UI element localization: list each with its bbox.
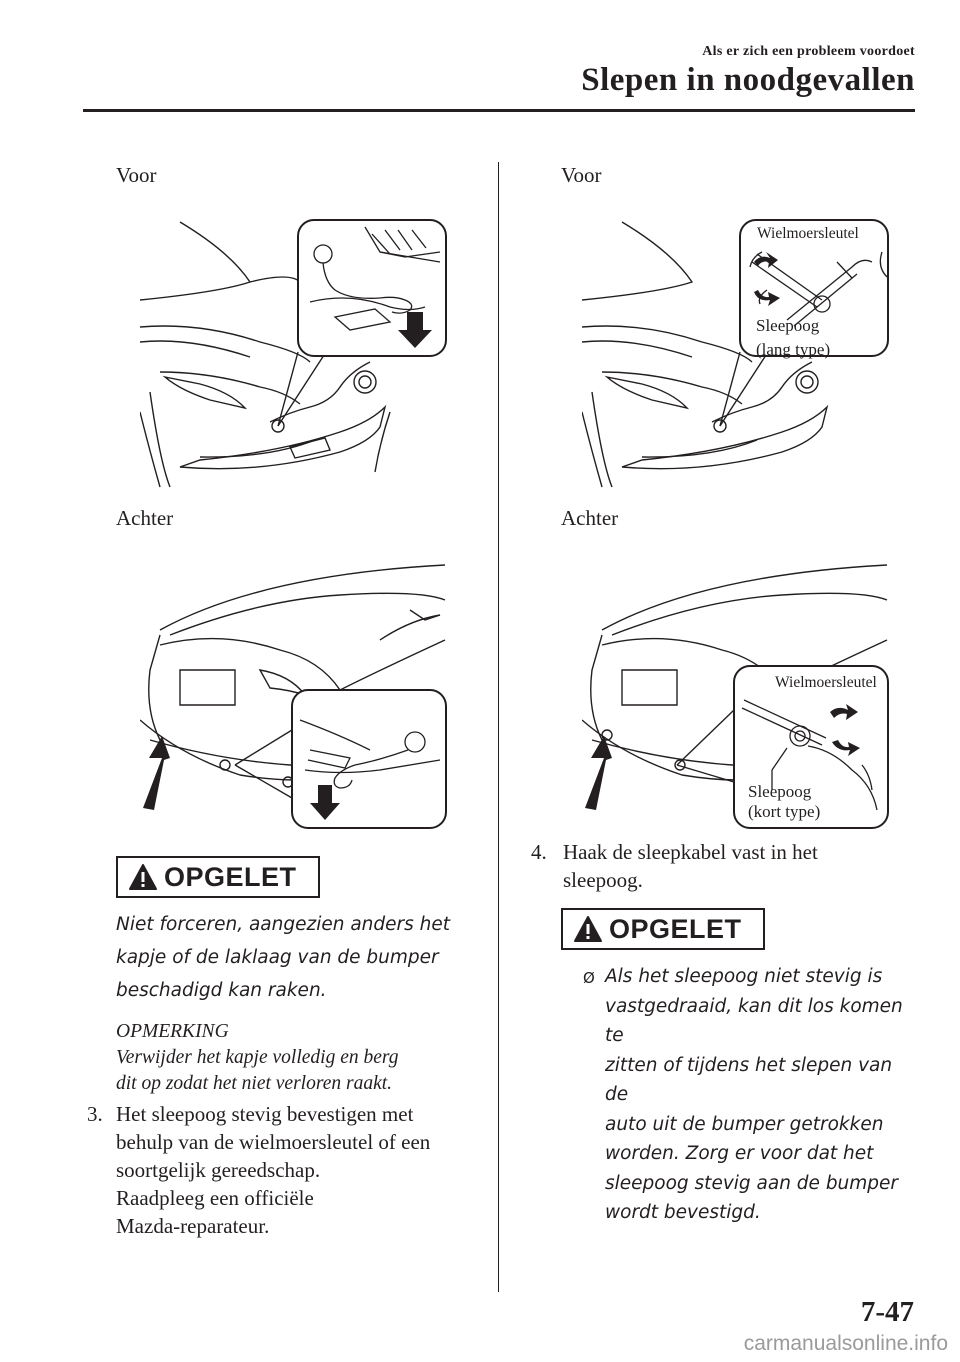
caution-box-left [116,856,320,898]
note-line: dit op zodat het niet verloren raakt. [116,1073,393,1094]
front-wrench-figure [582,212,892,492]
caution-line: wordt bevestigd. [605,1202,761,1223]
caution-line: worden. Zorg er voor dat het [605,1143,874,1164]
callout-front-eye [756,314,830,362]
caution-line: kapje of de laklaag van de bumper [116,947,439,968]
section-subtitle: Als er zich een probleem voordoet [702,44,915,59]
caution-line: vastgedraaid, kan dit los komen te [605,995,903,1046]
callout-line: (kort type) [748,802,821,821]
callout-rear-eye [748,782,820,822]
callout-front-wrench: Wielmoersleutel [757,225,859,242]
warning-icon [128,863,158,891]
step-4-text [563,838,913,894]
bullet-arrow-icon: Ø [583,969,595,987]
front-cover-figure [140,212,450,492]
label-rear-right: Achter [561,506,619,530]
step-line: behulp van de wielmoersleutel of een [116,1130,431,1154]
note-line: Verwijder het kapje volledig en berg [116,1047,399,1068]
callout-line: (lang type) [756,340,831,359]
callout-line: Sleepoog [748,782,812,801]
warning-icon [573,915,603,943]
caution-heading: OPGELET [164,861,297,892]
note-title: OPMERKING [116,1021,229,1042]
page-number: 7-47 [860,1296,914,1328]
section-title: Slepen in noodgevallen [581,62,915,98]
step-3-text [116,1100,496,1240]
caution-heading: OPGELET [609,913,742,944]
callout-line: Sleepoog [756,316,820,335]
watermark: carmanualsonline.info [743,1332,948,1355]
caution-text-right [605,962,905,1228]
step-line: Mazda-reparateur. [116,1214,270,1238]
caution-line: Niet forceren, aangezien anders het [116,914,450,935]
step-line: sleepoog. [563,868,643,892]
header-rule [83,109,915,112]
step-line: Haak de sleepkabel vast in het [563,840,818,864]
note-block [116,1019,496,1097]
step-4-number: 4. [531,840,547,864]
caution-box-right [561,908,765,950]
rear-cover-figure [140,560,450,832]
callout-rear-wrench: Wielmoersleutel [775,674,877,691]
column-divider [498,162,499,1292]
label-rear-left: Achter [116,506,174,530]
label-front-right: Voor [561,163,602,187]
caution-line: auto uit de bumper getrokken [605,1113,884,1135]
caution-line: sleepoog stevig aan de bumper [605,1172,899,1194]
caution-line: beschadigd kan raken. [116,980,327,1001]
caution-text-left [116,908,486,1007]
step-line: Raadpleeg een officiële [116,1186,314,1210]
step-3-number: 3. [87,1102,103,1126]
caution-line: Als het sleepoog niet stevig is [605,966,883,987]
step-line: soortgelijk gereedschap. [116,1158,321,1182]
caution-line: zitten of tijdens het slepen van de [605,1054,893,1105]
step-line: Het sleepoog stevig bevestigen met [116,1102,414,1126]
label-front-left: Voor [116,163,157,187]
rear-wrench-figure [582,560,892,832]
